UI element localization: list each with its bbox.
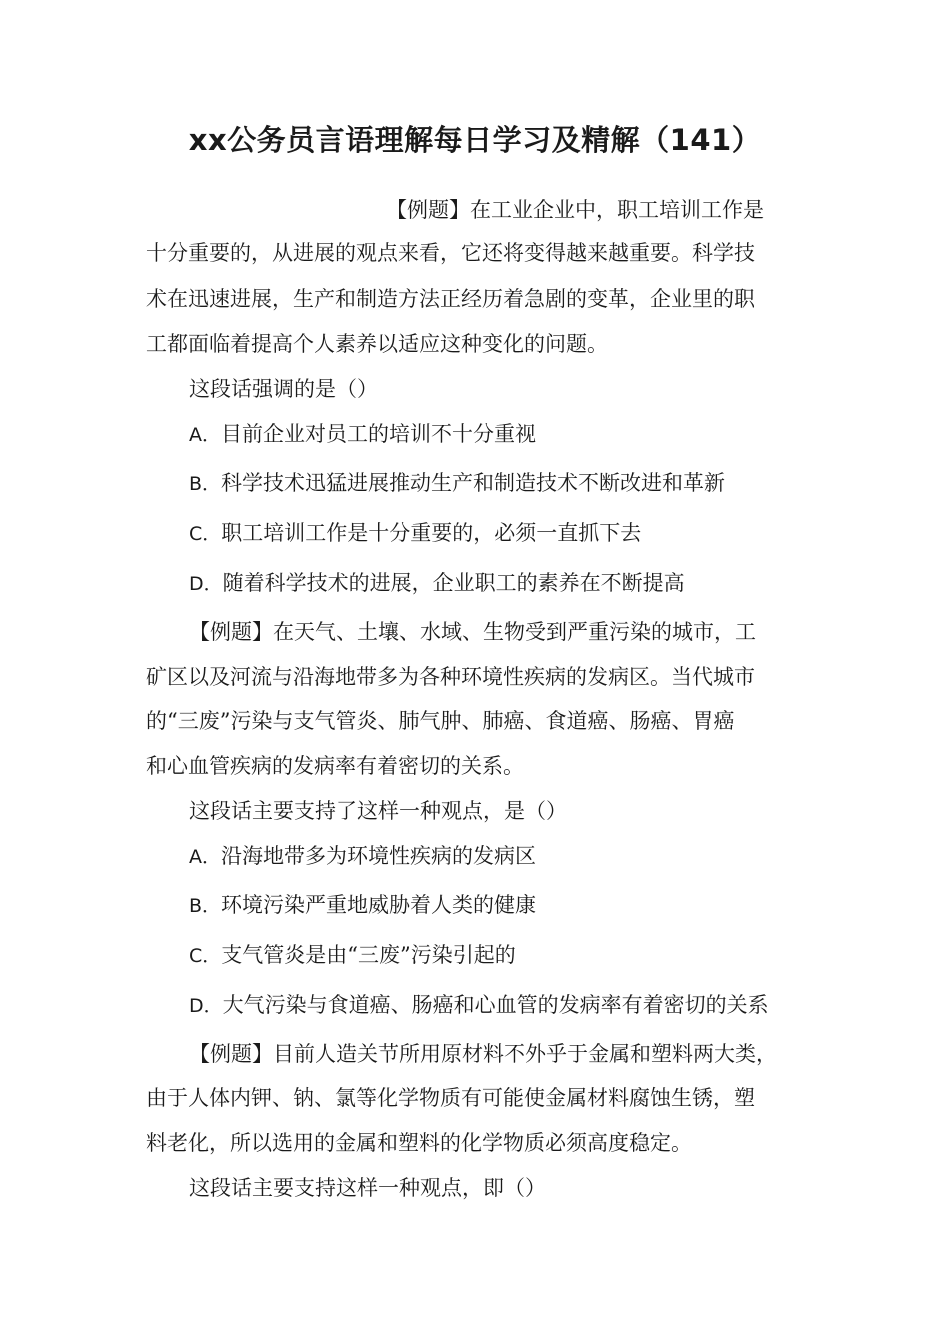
q1-question-stem: 这段话强调的是（） [189, 377, 378, 401]
option-letter: B． [189, 895, 222, 917]
q2-option-d [189, 990, 769, 1021]
q2-option-c [189, 940, 516, 971]
option-text: 科学技术迅猛进展推动生产和制造技术不断改进和革新 [221, 471, 726, 495]
q1-passage-line-4: 工都面临着提高个人素养以适应这种变化的问题。 [146, 332, 608, 356]
option-letter: D． [189, 573, 223, 595]
q2-passage-line-1: 【例题】在天气、土壤、水域、生物受到严重污染的城市，工 [189, 620, 756, 644]
option-text: 职工培训工作是十分重要的，必须一直抓下去 [221, 521, 642, 545]
q1-option-d [189, 568, 685, 599]
option-text: 沿海地带多为环境性疾病的发病区 [221, 844, 536, 868]
q1-passage-line-1: 【例题】在工业企业中，职工培训工作是 [386, 198, 764, 222]
q2-passage-line-4: 和心血管疾病的发病率有着密切的关系。 [146, 754, 524, 778]
q2-passage-line-3: 的“三废”污染与支气管炎、肺气肿、肺癌、食道癌、肠癌、胃癌 [146, 709, 735, 733]
option-letter: C． [189, 945, 222, 967]
option-text: 环境污染严重地威胁着人类的健康 [221, 893, 537, 917]
page-title: xx公务员言语理解每日学习及精解（141） [188, 123, 762, 157]
q3-passage-line-3: 料老化，所以选用的金属和塑料的化学物质必须高度稳定。 [146, 1131, 692, 1155]
q2-passage-line-2: 矿区以及河流与沿海地带多为各种环境性疾病的发病区。当代城市 [146, 665, 755, 689]
q1-option-a [189, 419, 536, 450]
option-letter: A． [189, 424, 221, 446]
option-text: 随着科学技术的进展，企业职工的素养在不断提高 [222, 571, 685, 595]
option-text: 大气污染与食道癌、肠癌和心血管的发病率有着密切的关系 [222, 993, 769, 1017]
option-text: 目前企业对员工的培训不十分重视 [221, 422, 536, 446]
q3-question-stem: 这段话主要支持这样一种观点，即（） [189, 1176, 546, 1200]
option-letter: B． [189, 473, 222, 495]
option-letter: D． [189, 995, 223, 1017]
option-letter: A． [189, 846, 221, 868]
q1-passage-line-2: 十分重要的，从进展的观点来看，它还将变得越来越重要。科学技 [146, 241, 755, 265]
q3-passage-line-1: 【例题】目前人造关节所用原材料不外乎于金属和塑料两大类， [189, 1042, 777, 1066]
q1-option-b [189, 468, 725, 499]
option-letter: C． [189, 523, 222, 545]
q2-option-a [189, 841, 536, 872]
q1-passage-line-3: 术在迅速进展，生产和制造方法正经历着急剧的变革，企业里的职 [146, 287, 755, 311]
q2-question-stem: 这段话主要支持了这样一种观点，是（） [189, 799, 567, 823]
q2-option-b [189, 890, 536, 921]
option-text: 支气管炎是由“三废”污染引起的 [221, 943, 516, 967]
q1-option-c [189, 518, 641, 549]
q3-passage-line-2: 由于人体内钾、钠、氯等化学物质有可能使金属材料腐蚀生锈，塑 [146, 1086, 755, 1110]
